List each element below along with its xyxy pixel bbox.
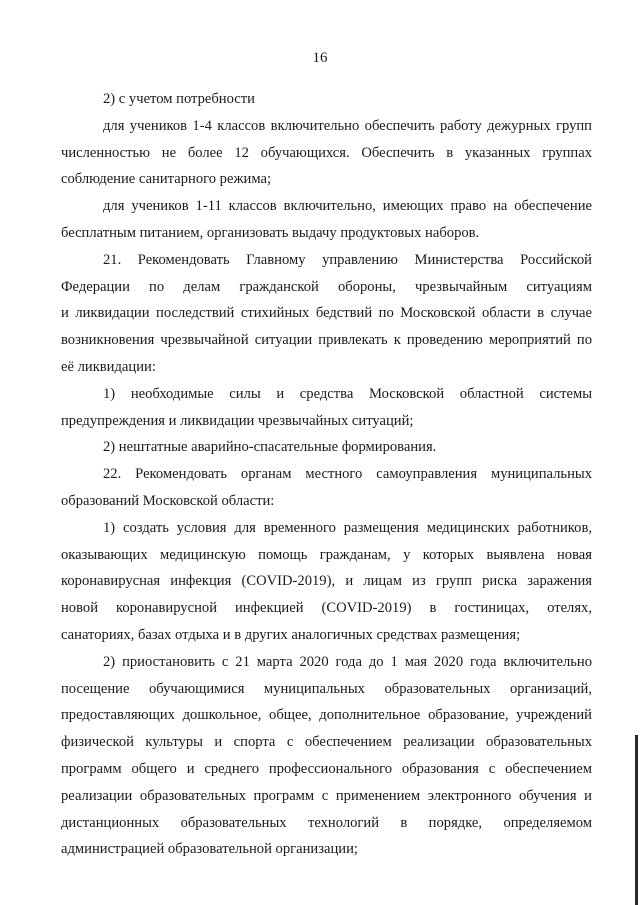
text-line: дистанционных образовательных технологий в порядке, определяемом	[61, 814, 592, 831]
text-line: её ликвидации:	[61, 358, 156, 375]
text-line: для учеников 1-4 классов включительно обеспечить работу дежурных групп	[103, 117, 592, 134]
text-line: программ общего и среднего профессионального образования с обеспечением	[61, 760, 592, 777]
document-body	[61, 86, 592, 863]
text-line: бесплатным питанием, организовать выдачу продуктовых наборов.	[61, 224, 480, 241]
page-number: 16	[312, 50, 328, 66]
paragraph	[61, 515, 592, 649]
text-line: и ликвидации последствий стихийных бедствий по Московской области в случае	[61, 305, 592, 322]
text-line: возникновения чрезвычайной ситуации привлекать к проведению мероприятий по	[61, 332, 592, 349]
text-line: предупреждения и ликвидации чрезвычайных ситуаций;	[61, 412, 414, 429]
text-line: 2) нештатные аварийно-спасательные формирования.	[103, 439, 437, 456]
text-line: для учеников 1-11 классов включительно, имеющих право на обеспечение	[103, 198, 592, 215]
text-line: 1) создать условия для временного размещения медицинских работников,	[103, 519, 592, 536]
paragraph	[61, 434, 592, 461]
paragraph	[61, 461, 592, 515]
text-line: 1) необходимые силы и средства Московской областной системы	[103, 385, 592, 402]
text-line: численностью не более 12 обучающихся. Обеспечить в указанных группах	[61, 144, 592, 161]
text-line: предоставляющих дошкольное, общее, дополнительное образование, учреждений	[61, 707, 592, 724]
paragraph	[61, 649, 592, 863]
paragraph	[61, 247, 592, 381]
text-line: реализации образовательных программ с применением электронного обучения и	[61, 787, 592, 804]
text-line: санаториях, базах отдыха и в других аналогичных средствах размещения;	[61, 626, 521, 643]
paragraph	[61, 381, 592, 435]
text-line: соблюдение санитарного режима;	[61, 171, 272, 188]
text-line: физической культуры и спорта с обеспечением реализации образовательных	[61, 734, 592, 751]
text-line: Федерации по делам гражданской обороны, чрезвычайным ситуациям	[61, 278, 592, 295]
text-line: коронавирусная инфекция (COVID-2019), и лицам из групп риска заражения	[61, 573, 592, 590]
paragraph	[61, 86, 592, 113]
paragraph	[61, 193, 592, 247]
text-line: образований Московской области:	[61, 492, 275, 509]
paragraph	[61, 113, 592, 193]
text-line: новой коронавирусной инфекцией (COVID-2019) в гостиницах, отелях,	[61, 600, 592, 617]
scan-edge-shadow	[635, 735, 638, 905]
text-line: посещение обучающимися муниципальных образовательных организаций,	[61, 680, 592, 697]
text-line: администрацией образовательной организации;	[61, 841, 358, 858]
text-line: 2) с учетом потребности	[103, 91, 255, 107]
text-line: оказывающих медицинскую помощь гражданам, у которых выявлена новая	[61, 546, 592, 563]
text-line: 21. Рекомендовать Главному управлению Министерства Российской	[103, 251, 592, 268]
text-line: 22. Рекомендовать органам местного самоуправления муниципальных	[103, 466, 592, 483]
text-line: 2) приостановить с 21 марта 2020 года до 1 мая 2020 года включительно	[103, 653, 592, 670]
